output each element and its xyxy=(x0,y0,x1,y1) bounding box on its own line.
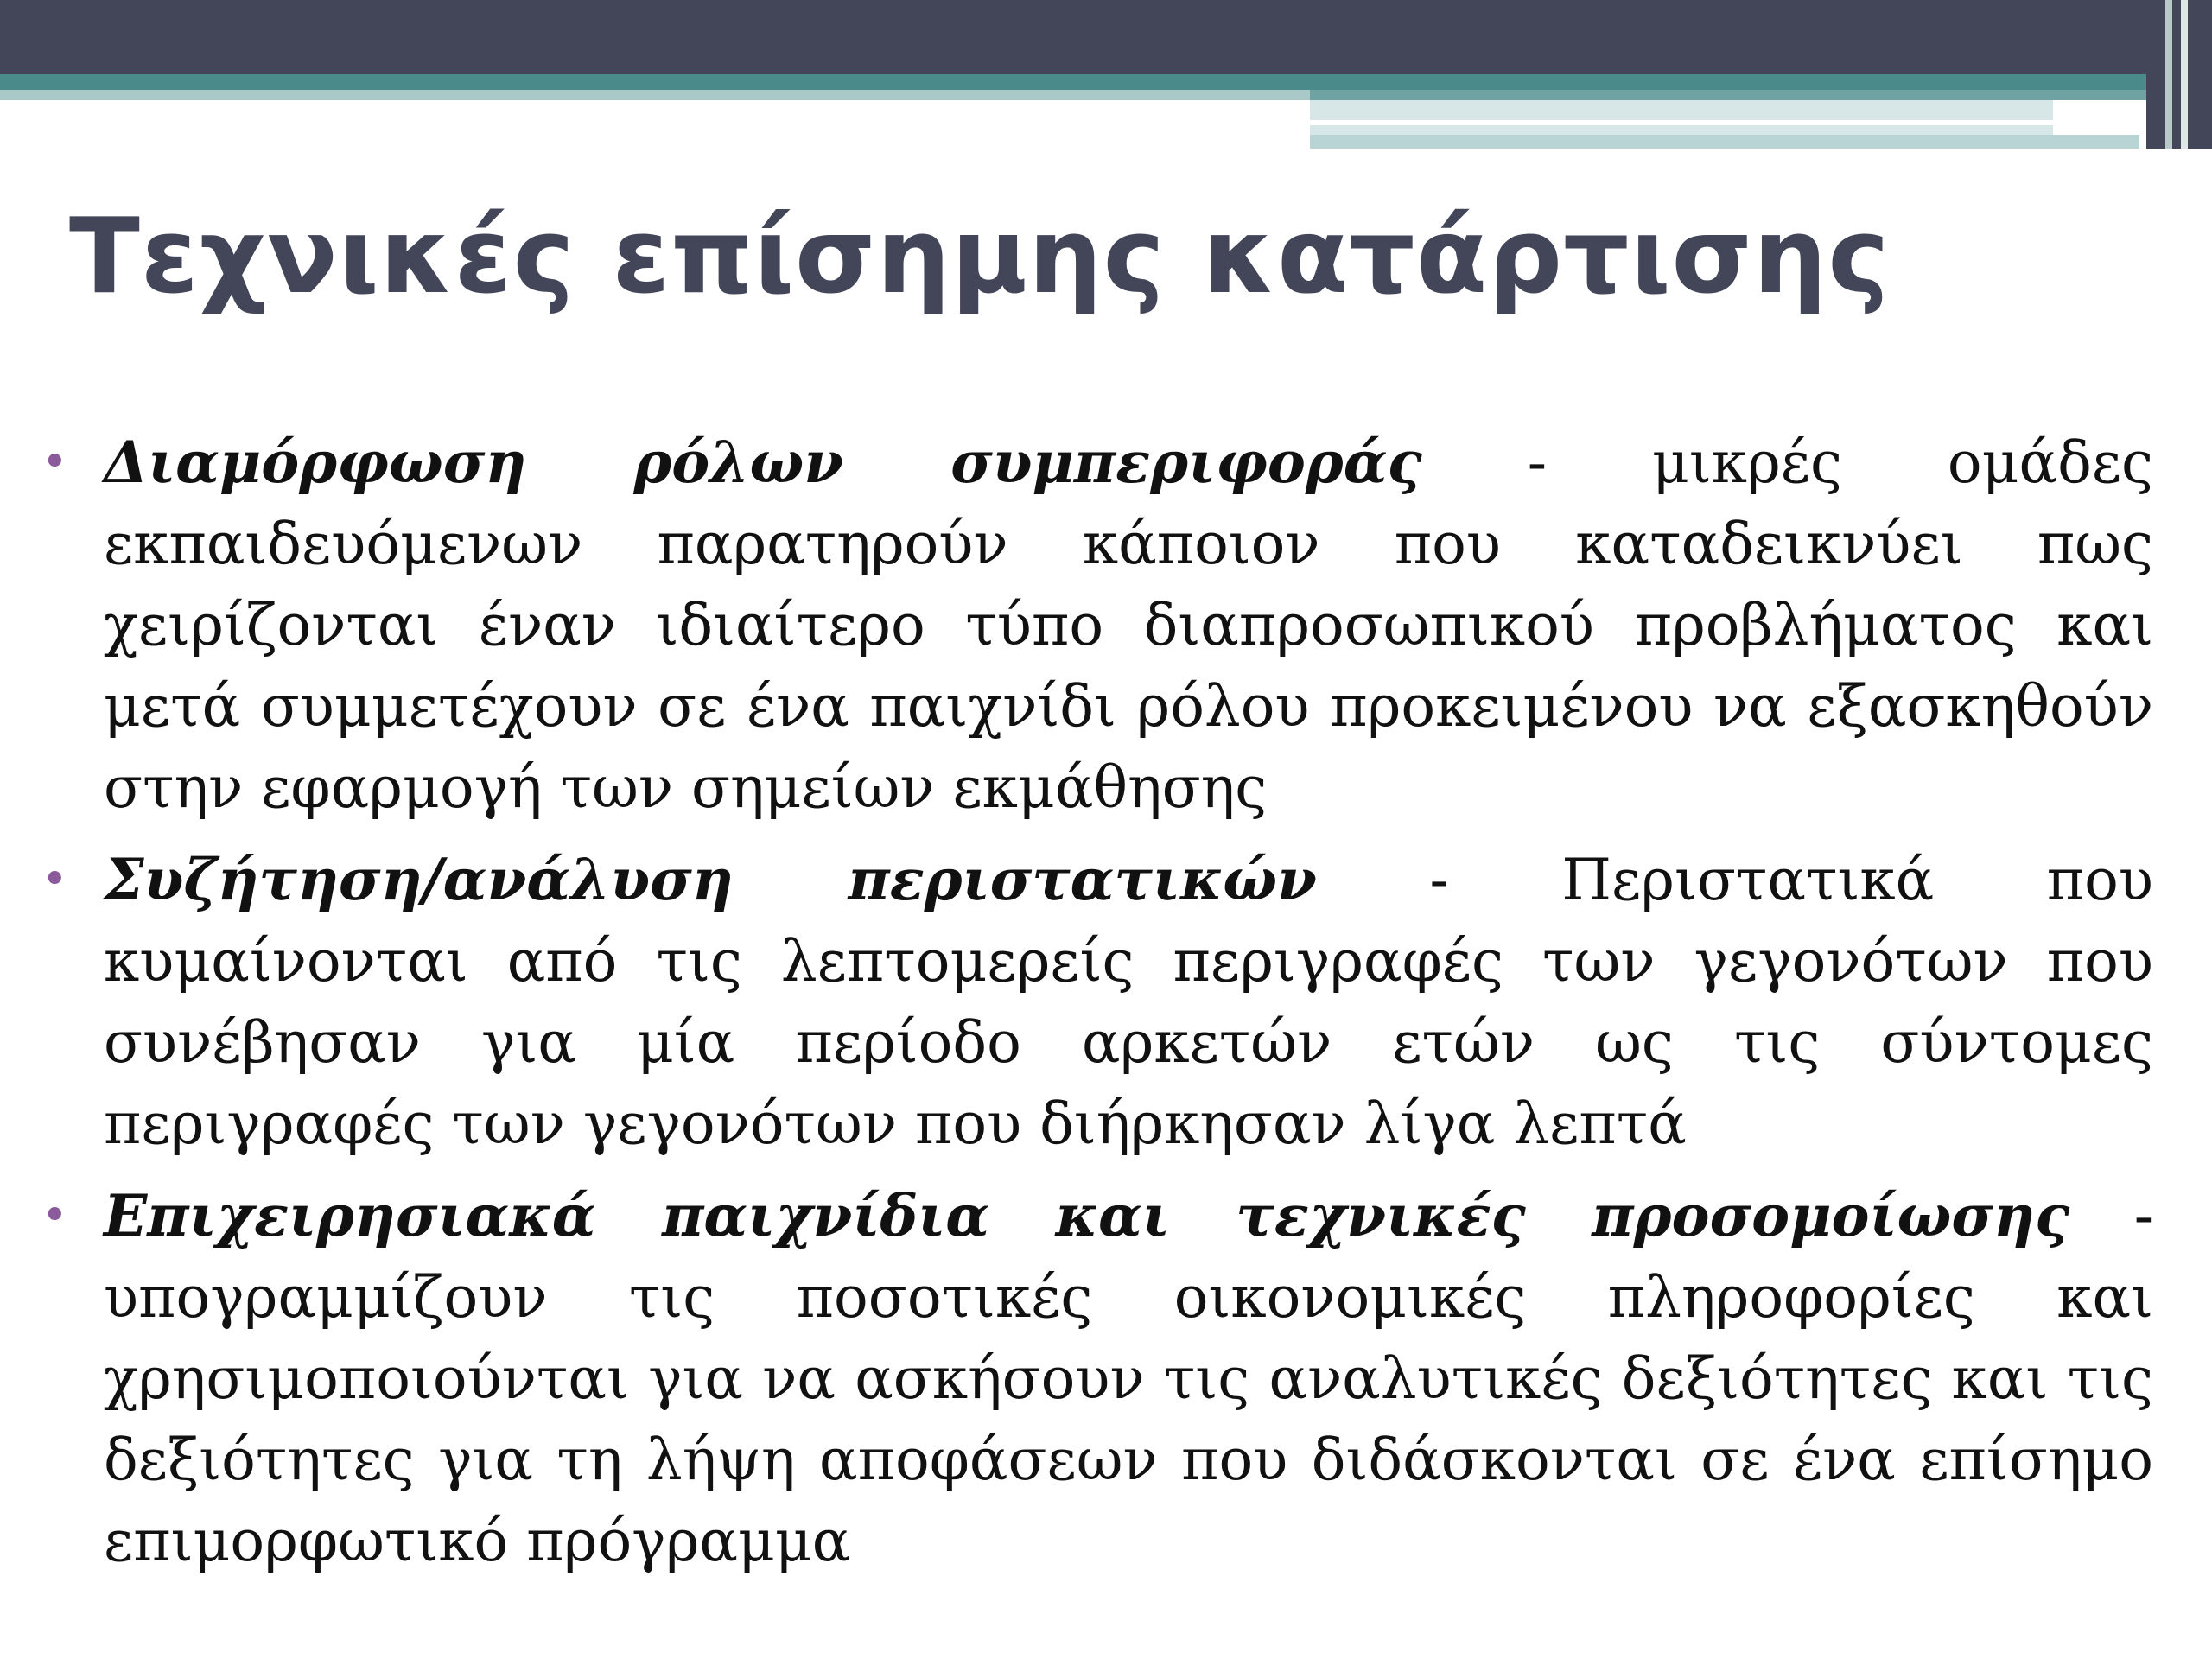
bullet-item-business-games xyxy=(41,1175,2153,1582)
bullet-item-role-modeling xyxy=(41,422,2153,829)
header-teal-stripe xyxy=(0,74,2212,90)
header-right-bar-2 xyxy=(2172,0,2181,149)
slide-title: Τεχνικές επίσημης κατάρτισης xyxy=(69,197,1891,317)
bullet-icon: • xyxy=(41,1190,68,1242)
bullet-icon: • xyxy=(41,436,68,488)
bullet-text: Περιστατικά που κυμαίνονται από τις λεπτομερείς περιγραφές των γεγονότων που συνέβησαν για μία περίοδο αρκετών ετών ως τις σύντομες περιγραφές των γεγονότων που διήρκησαν λίγα λεπτά xyxy=(104,847,2153,1157)
bullet-separator: - xyxy=(1316,847,1562,913)
header-right-gap-2 xyxy=(2181,0,2188,149)
bullet-text: μικρές ομάδες εκπαιδευόμενων παρατηρούν κάποιον που καταδεικνύει πως χειρίζονται έναν ιδιαίτερο τύπο διαπροσωπικού προβλήματος και μετά συμμετέχουν σε ένα παιχνίδι ρόλου προκειμένου να εξασκηθούν στην εφαρμογή των σημείων εκμάθησης xyxy=(104,429,2153,821)
header-tab-line xyxy=(1310,120,2053,125)
bullet-term: Επιχειρησιακά παιχνίδια και τεχνικές προσομοίωσης xyxy=(104,1182,2070,1249)
bullet-text: υπογραμμίζουν τις ποσοτικές οικονομικές πληροφορίες και χρησιμοποιούνται για να ασκήσουν τις αναλυτικές δεξιότητες και τις δεξιότητες για τη λήψη αποφάσεων που διδάσκονται σε ένα επίσημο επιμορφωτικό πρόγραμμα xyxy=(104,1264,2153,1574)
header-light-stripe xyxy=(0,90,1310,100)
bullet-term: Συζήτηση/ανάλυση περιστατικών xyxy=(104,846,1317,913)
header-right-bar-3 xyxy=(2188,0,2212,149)
header-tab-lower xyxy=(1310,135,2139,149)
header-right-bar xyxy=(2146,0,2165,149)
bullet-separator: - xyxy=(2069,1183,2154,1249)
bullet-separator: - xyxy=(1421,429,1652,496)
bullet-list xyxy=(41,422,2153,1592)
bullet-item-case-study xyxy=(41,839,2153,1165)
bullet-icon: • xyxy=(41,854,68,906)
bullet-term: Διαμόρφωση ρόλων συμπεριφοράς xyxy=(104,429,1422,496)
header-dark-band xyxy=(0,0,2212,74)
header-mid-stripe xyxy=(1310,90,2212,100)
header-right-gap xyxy=(2165,0,2172,149)
